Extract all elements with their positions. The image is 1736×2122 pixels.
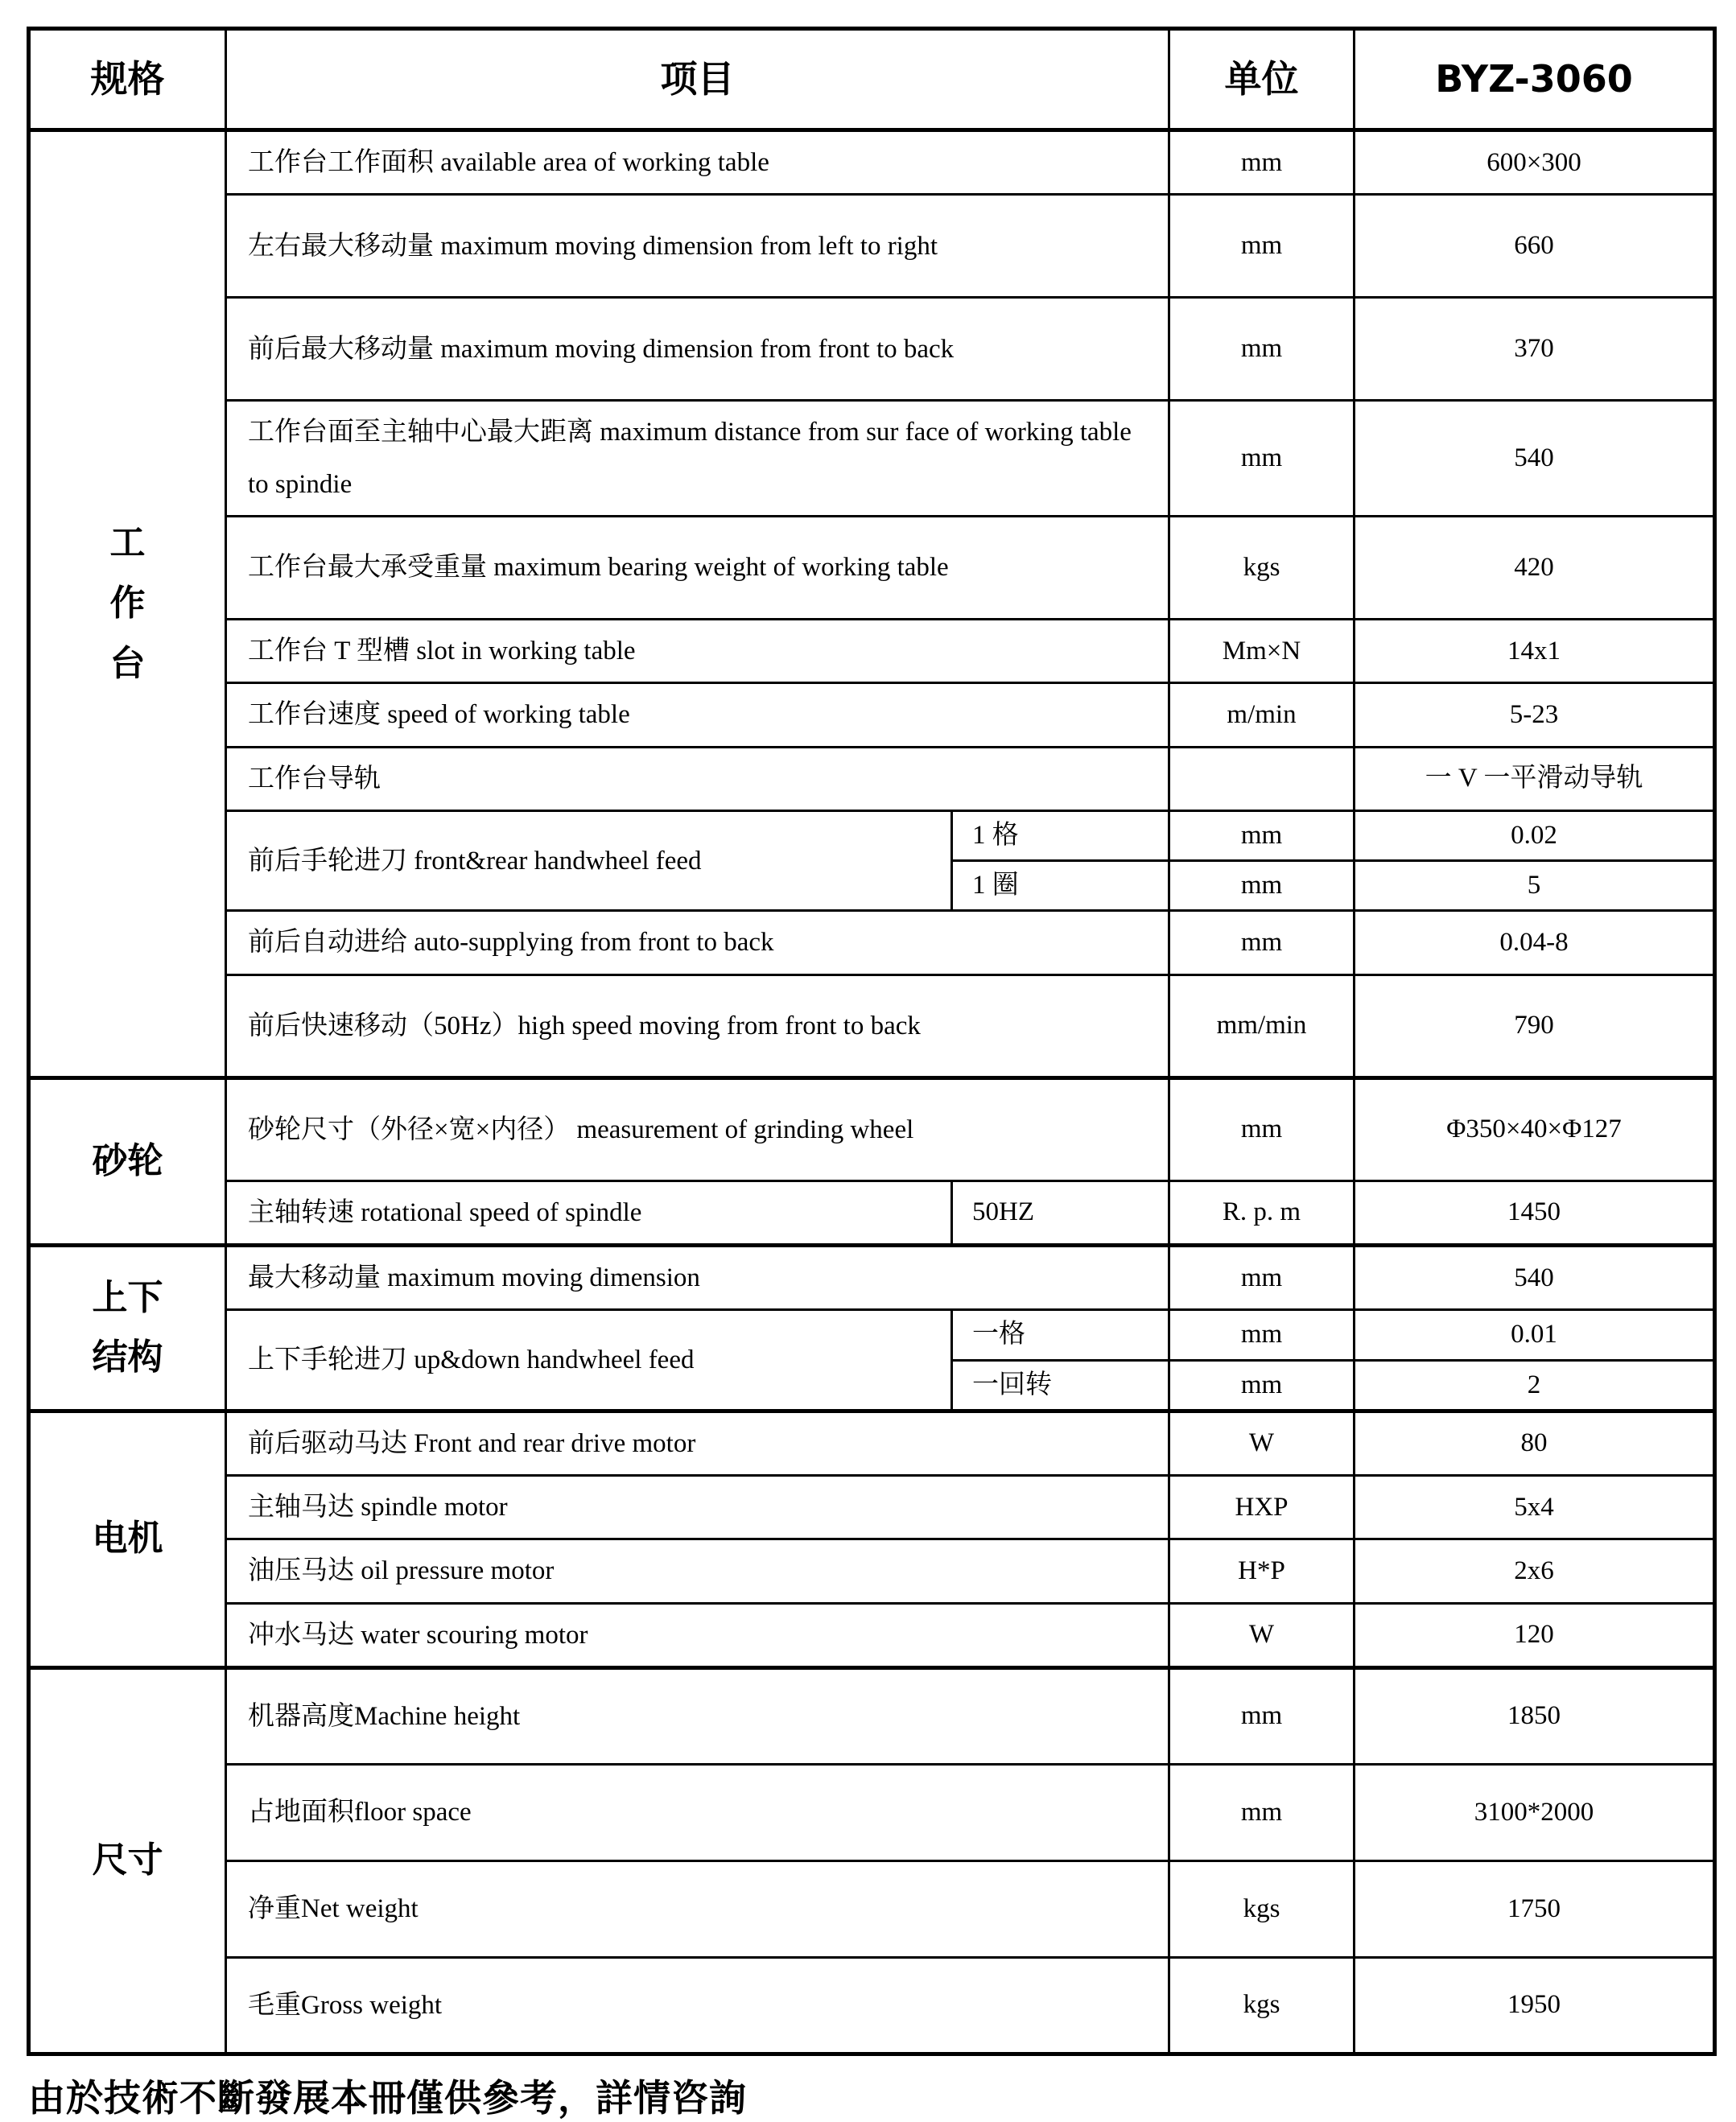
- unit-cell: R. p. m: [1169, 1180, 1355, 1245]
- table-row: [29, 1180, 1715, 1245]
- unit-cell: m/min: [1169, 683, 1355, 747]
- unit-cell: mm: [1169, 1246, 1355, 1310]
- item-cell: 砂轮尺寸（外径×宽×内径） measurement of grinding wheel: [226, 1077, 1169, 1180]
- value-cell: 2x6: [1355, 1539, 1715, 1603]
- sub-item-cell: 1 格: [952, 811, 1169, 861]
- value-cell: 120: [1355, 1603, 1715, 1667]
- unit-cell: H*P: [1169, 1539, 1355, 1603]
- group-label-worktable: [29, 130, 226, 1078]
- value-cell: 一 V 一平滑动导轨: [1355, 747, 1715, 810]
- footer-note: 由於技術不斷發展本冊僅供參考，詳情咨詢: [28, 2076, 747, 2120]
- value-cell: 1850: [1355, 1668, 1715, 1765]
- table-row: [29, 517, 1715, 620]
- item-cell: 最大移动量 maximum moving dimension: [226, 1246, 1169, 1310]
- value-cell: 600×300: [1355, 130, 1715, 195]
- table-row: [29, 401, 1715, 517]
- table-row: [29, 1476, 1715, 1539]
- unit-cell: mm: [1169, 1765, 1355, 1861]
- value-cell: 3100*2000: [1355, 1765, 1715, 1861]
- unit-cell: W: [1169, 1411, 1355, 1475]
- table-row: [29, 1310, 1715, 1360]
- table-row: [29, 195, 1715, 298]
- item-cell: 工作台面至主轴中心最大距离 maximum distance from sur face of working table to spindie: [226, 401, 1169, 517]
- header-spec: 规格: [29, 29, 226, 130]
- group-label-grinding-wheel: [29, 1077, 226, 1245]
- value-cell: 14x1: [1355, 620, 1715, 683]
- unit-cell: mm: [1169, 1668, 1355, 1765]
- unit-cell: mm: [1169, 811, 1355, 861]
- unit-cell: mm: [1169, 911, 1355, 974]
- table-row: [29, 811, 1715, 861]
- unit-cell: kgs: [1169, 1958, 1355, 2054]
- unit-cell: mm: [1169, 1077, 1355, 1180]
- item-cell: 主轴转速 rotational speed of spindle: [226, 1180, 952, 1245]
- table-row: [29, 1539, 1715, 1603]
- value-cell: 1450: [1355, 1180, 1715, 1245]
- header-unit: 单位: [1169, 29, 1355, 130]
- unit-cell: mm: [1169, 401, 1355, 517]
- value-cell: 660: [1355, 195, 1715, 298]
- value-cell: 0.02: [1355, 811, 1715, 861]
- value-cell: 5x4: [1355, 1476, 1715, 1539]
- sub-item-cell: 一格: [952, 1310, 1169, 1360]
- group-label-motor: [29, 1411, 226, 1667]
- item-cell: 工作台最大承受重量 maximum bearing weight of working table: [226, 517, 1169, 620]
- unit-cell: HXP: [1169, 1476, 1355, 1539]
- item-cell: 机器高度Machine height: [226, 1668, 1169, 1765]
- item-cell: 前后手轮进刀 front&rear handwheel feed: [226, 811, 952, 911]
- table-row: [29, 130, 1715, 195]
- value-cell: 370: [1355, 298, 1715, 401]
- unit-cell: mm: [1169, 298, 1355, 401]
- sub-item-cell: 1 圈: [952, 861, 1169, 911]
- table-row: [29, 747, 1715, 810]
- table-row: [29, 683, 1715, 747]
- table-row: [29, 1077, 1715, 1180]
- value-cell: 2: [1355, 1360, 1715, 1411]
- unit-cell: kgs: [1169, 1861, 1355, 1958]
- group-label-text: 上下结构: [92, 1276, 163, 1378]
- item-cell: 前后自动进给 auto-supplying from front to back: [226, 911, 1169, 974]
- table-row: [29, 1246, 1715, 1310]
- value-cell: 1750: [1355, 1861, 1715, 1958]
- value-cell: 80: [1355, 1411, 1715, 1475]
- unit-cell: mm: [1169, 1310, 1355, 1360]
- item-cell: 上下手轮进刀 up&down handwheel feed: [226, 1310, 952, 1411]
- value-cell: 5: [1355, 861, 1715, 911]
- spec-table: [27, 27, 1717, 2056]
- group-label-updown-structure: [29, 1246, 226, 1411]
- table-row: [29, 1668, 1715, 1765]
- table-row: [29, 974, 1715, 1077]
- value-cell: Φ350×40×Φ127: [1355, 1077, 1715, 1180]
- value-cell: 1950: [1355, 1958, 1715, 2054]
- sub-item-cell: 50HZ: [952, 1180, 1169, 1245]
- unit-cell: Mm×N: [1169, 620, 1355, 683]
- group-label-text: 砂轮: [92, 1139, 163, 1181]
- item-cell: 油压马达 oil pressure motor: [226, 1539, 1169, 1603]
- unit-cell: W: [1169, 1603, 1355, 1667]
- unit-cell: kgs: [1169, 517, 1355, 620]
- item-cell: 前后驱动马达 Front and rear drive motor: [226, 1411, 1169, 1475]
- table-row: [29, 1958, 1715, 2054]
- value-cell: 0.04-8: [1355, 911, 1715, 974]
- item-cell: 占地面积floor space: [226, 1765, 1169, 1861]
- table-row: [29, 1861, 1715, 1958]
- group-label-text: 尺寸: [92, 1840, 163, 1881]
- item-cell: 工作台 T 型槽 slot in working table: [226, 620, 1169, 683]
- item-cell: 冲水马达 water scouring motor: [226, 1603, 1169, 1667]
- unit-cell: mm/min: [1169, 974, 1355, 1077]
- value-cell: 0.01: [1355, 1310, 1715, 1360]
- header-row: [29, 29, 1715, 130]
- group-label-text: 工作台: [109, 522, 146, 684]
- value-cell: 540: [1355, 1246, 1715, 1310]
- item-cell: 净重Net weight: [226, 1861, 1169, 1958]
- table-row: [29, 1765, 1715, 1861]
- unit-cell: [1169, 747, 1355, 810]
- item-cell: 工作台速度 speed of working table: [226, 683, 1169, 747]
- item-cell: 前后快速移动（50Hz）high speed moving from front to back: [226, 974, 1169, 1077]
- table-row: [29, 1411, 1715, 1475]
- unit-cell: mm: [1169, 195, 1355, 298]
- unit-cell: mm: [1169, 861, 1355, 911]
- value-cell: 790: [1355, 974, 1715, 1077]
- item-cell: 左右最大移动量 maximum moving dimension from left to right: [226, 195, 1169, 298]
- table-row: [29, 298, 1715, 401]
- group-label-dimensions: [29, 1668, 226, 2054]
- unit-cell: mm: [1169, 1360, 1355, 1411]
- table-row: [29, 620, 1715, 683]
- item-cell: 主轴马达 spindle motor: [226, 1476, 1169, 1539]
- header-model: BYZ-3060: [1355, 29, 1715, 130]
- item-cell: 工作台导轨: [226, 747, 1169, 810]
- value-cell: 420: [1355, 517, 1715, 620]
- header-item: 项目: [226, 29, 1169, 130]
- table-row: [29, 911, 1715, 974]
- unit-cell: mm: [1169, 130, 1355, 195]
- group-label-text: 电机: [92, 1518, 163, 1560]
- value-cell: 5-23: [1355, 683, 1715, 747]
- item-cell: 前后最大移动量 maximum moving dimension from front to back: [226, 298, 1169, 401]
- sub-item-cell: 一回转: [952, 1360, 1169, 1411]
- item-cell: 工作台工作面积 available area of working table: [226, 130, 1169, 195]
- item-cell: 毛重Gross weight: [226, 1958, 1169, 2054]
- table-row: [29, 1603, 1715, 1667]
- value-cell: 540: [1355, 401, 1715, 517]
